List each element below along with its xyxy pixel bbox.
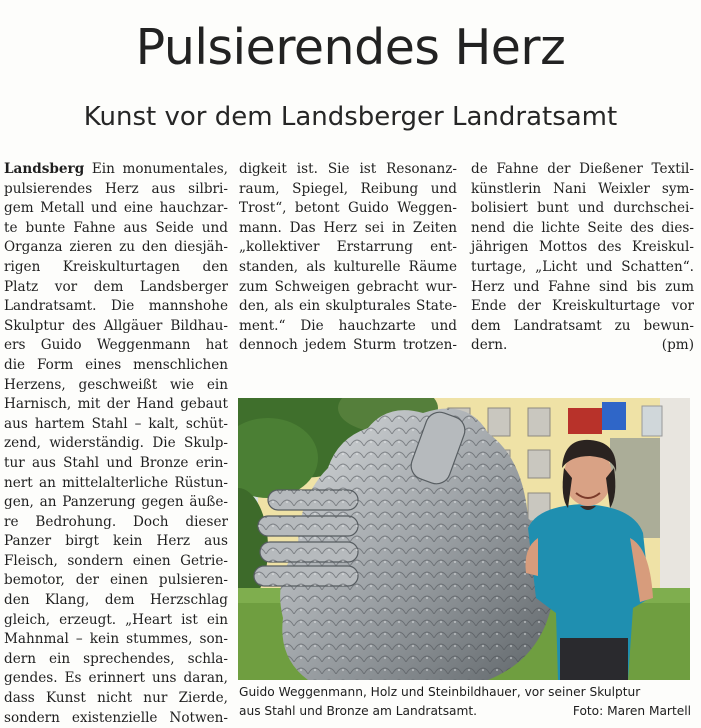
text-line: Panzer birgt kein Herz aus <box>4 533 228 550</box>
text-line: rigen Kreiskulturtagen den <box>4 258 228 275</box>
text-line: gem Metall und eine hauchzar- <box>4 200 228 217</box>
text-line: sondern existenzielle Notwen- <box>4 709 228 726</box>
text-line: gen, an Panzerung gegen äuße- <box>4 494 228 511</box>
caption-line: Guido Weggenmann, Holz und Steinbildhauer, vor seiner Skulptur <box>239 685 641 699</box>
text-line: mann. Das Herz sei in Zeiten <box>239 219 457 236</box>
text-line: Ende der Kreiskulturtage vor <box>471 298 694 315</box>
sculpture-photo <box>238 398 690 680</box>
text-line: dem Landratsamt zu bewun- <box>471 317 694 334</box>
text-line: te bunte Fahne aus Seide und <box>4 219 228 236</box>
text-line: gendes. Es erinnert uns daran, <box>4 670 228 687</box>
text-line: de Fahne der Dießener Textil- <box>471 161 694 177</box>
photo-credit: Foto: Maren Martell <box>572 704 691 718</box>
text-line: digkeit ist. Sie ist Resonanz- <box>239 161 457 177</box>
text-line: nend die lichte Seite des dies- <box>471 219 694 236</box>
text-line: den, als ein skulpturales State- <box>239 298 457 315</box>
text-line: ment.“ Die hauchzarte und <box>239 317 457 334</box>
flag-red <box>568 408 602 434</box>
text-line: dern. (pm) <box>471 336 694 356</box>
text-line: dern ein sprechendes, schla- <box>4 650 228 667</box>
text-line: Landratsamt. Die mannshohe <box>4 298 228 315</box>
text-line: zum Schweigen gebracht wur- <box>239 278 457 295</box>
text-line: Fleisch, sondern einen Getrie- <box>4 552 228 569</box>
text-line: ers Guido Weggenmann hat <box>4 337 228 354</box>
text-line: dennoch jedem Sturm trotzen- <box>239 337 457 354</box>
text-line: standen, als kulturelle Räume <box>239 258 457 275</box>
text-line: den Klang, dem Herzschlag <box>4 592 228 609</box>
article-column-2 <box>239 160 457 356</box>
flag-blue <box>602 402 626 430</box>
photo-caption <box>239 683 691 721</box>
text-line: nert an mittelalterliche Rüstun- <box>4 474 228 491</box>
text-line: künstlerin Nani Weixler sym- <box>471 180 694 197</box>
article-column-1 <box>4 160 228 728</box>
text-line: Organza zieren zu den diesjäh- <box>4 239 228 256</box>
text-line: Herzens, geschweißt wie ein <box>4 376 228 393</box>
author-initials: (pm) <box>661 337 694 354</box>
text-line: gleich, erzeugt. „Heart ist ein <box>4 611 228 628</box>
dateline: Landsberg <box>4 161 85 177</box>
text-line: tur aus Stahl und Bronze erin- <box>4 454 228 471</box>
text-line: aus hartem Stahl – kalt, schüt- <box>4 415 228 432</box>
text-line: jährigen Mottos des Kreiskul- <box>471 239 694 256</box>
text-line: „kollektiver Erstarrung ent- <box>239 239 457 256</box>
headline: Pulsierendes Herz <box>135 19 566 76</box>
text-line: Harnisch, mit der Hand gebaut <box>4 396 228 413</box>
caption-line: aus Stahl und Bronze am Landratsamt. Foto: Maren Martell <box>239 702 691 721</box>
text-line: raum, Spiegel, Reibung und <box>239 180 457 197</box>
text-line: dass Kunst nicht nur Zierde, <box>4 690 228 707</box>
text-line: bemotor, der einen pulsieren- <box>4 572 228 589</box>
text-line: bolisiert bunt und durchschei- <box>471 200 694 217</box>
text-line: Platz vor dem Landsberger <box>4 278 228 295</box>
text-line: Mahnmal – kein stummes, son- <box>4 631 228 648</box>
subheadline: Kunst vor dem Landsberger Landratsamt <box>83 102 618 132</box>
text-line: die Form eines menschlichen <box>4 356 228 373</box>
text-line: re Bedrohung. Doch dieser <box>4 513 228 530</box>
article-column-3 <box>471 160 694 356</box>
text-line: Herz und Fahne sind bis zum <box>471 278 694 295</box>
text-line: turtage, „Licht und Schatten“. <box>471 258 694 275</box>
text-line: Landsberg Ein monumentales, <box>4 161 228 177</box>
text-line: Skulptur des Allgäuer Bildhau- <box>4 317 228 334</box>
text-line: pulsierendes Herz aus silbri- <box>4 180 228 197</box>
text-line: Trost“, betont Guido Weggen- <box>239 200 457 217</box>
text-line: zend, widerständig. Die Skulp- <box>4 435 228 452</box>
